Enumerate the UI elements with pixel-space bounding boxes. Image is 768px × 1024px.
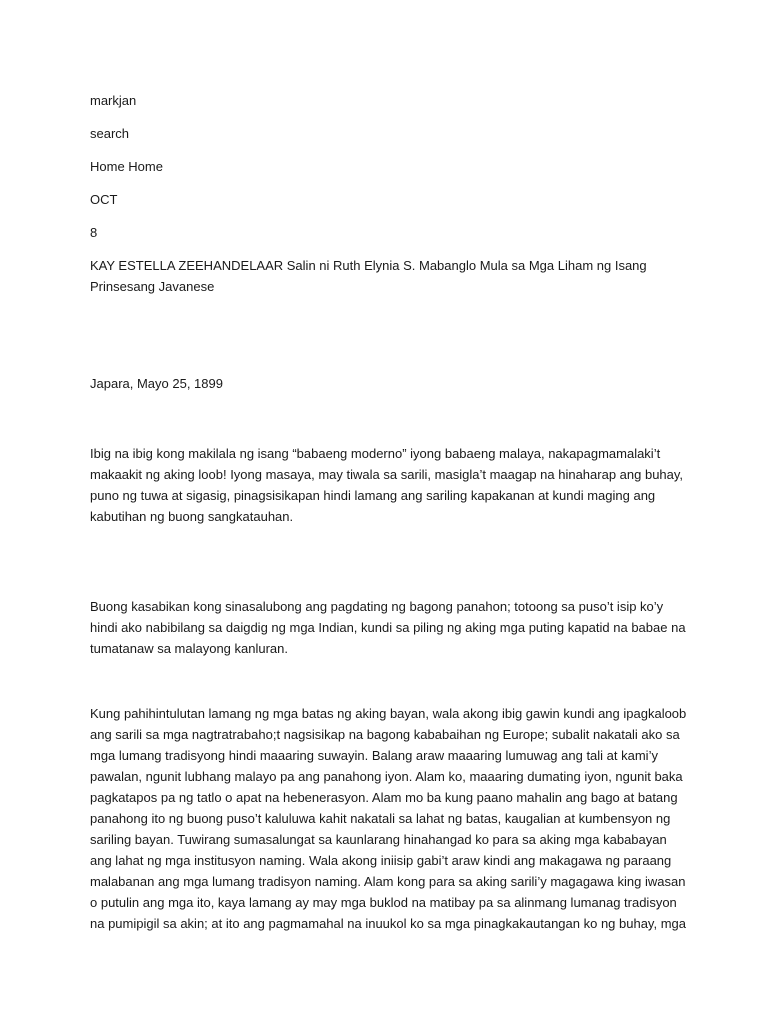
search-link[interactable]: search: [90, 126, 130, 141]
paragraph: Buong kasabikan kong sinasalubong ang pagdating ng bagong panahon; totoong sa puso’t isip ko’y hindi ako nabibilang sa daigdig ng mga Indian, kundi sa piling ng aking mga puting kapatid na babae na tumatanaw sa malayong kanluran.: [90, 599, 686, 656]
nav-home-link[interactable]: Home Home: [90, 159, 163, 174]
paragraph: Kung pahihintulutan lamang ng mga batas ng aking bayan, wala akong ibig gawin kundi ang ipagkaloob ang sarili sa mga nagtratrabaho;t nagsisikap na bagong kababaihan ng Europe; subalit nakatali ako sa mga lumang tradisyong hindi maaaring suwayin. Balang araw maaaring lumuwag ang tali at kami’y pawalan, ngunit lubhang malayo pa ang panahong iyon. Alam ko, maaaring dumating iyon, ngunit baka pagkatapos pa ng tatlo o apat na hebenerasyon. Alam mo ba kung paano mahalin ang bago at batang panahong ito ng buong puso’t kaluluwa kahit nakatali sa lahat ng batas, kaugalian at kumbensyon ng sariling bayan. Tuwirang sumasalungat sa kaunlarang hinahangad ko para sa aking mga kababayan ang lahat ng mga institusyon naming. Wala akong iniisip gabi’t araw kindi ang makagawa ng paraang malabanan ang mga lumang tradisyon naming. Alam kong para sa aking sarili’y magagawa king iwasan o putulin ang mga ito, kaya lamang ay may mga buklod na matibay pa sa alinmang lumanag tradisyon na pumipigil sa akin; at ito ang pagmamahal na inuukol ko sa mga pinagkakautangan ko ng buhay, mga: [90, 706, 687, 931]
site-name[interactable]: markjan: [90, 93, 137, 108]
paragraph: Ibig na ibig kong makilala ng isang “babaeng moderno” iyong babaeng malaya, nakapagmamalaki’t makaakit ng aking loob! Iyong masaya, may tiwala sa sarili, masigla’t maagap na hinaharap ang buhay, puno ng tuwa at sigasig, pinagsisikapan hindi lamang ang sariling kapakanan at kundi maging ang kabutihan ng buong sangkatauhan.: [90, 446, 684, 524]
date-day: 8: [90, 225, 98, 240]
dateline: Japara, Mayo 25, 1899: [90, 376, 223, 391]
date-month: OCT: [90, 192, 118, 207]
article-title: KAY ESTELLA ZEEHANDELAAR Salin ni Ruth Elynia S. Mabanglo Mula sa Mga Liham ng Isang Prinsesang Javanese: [90, 258, 647, 294]
